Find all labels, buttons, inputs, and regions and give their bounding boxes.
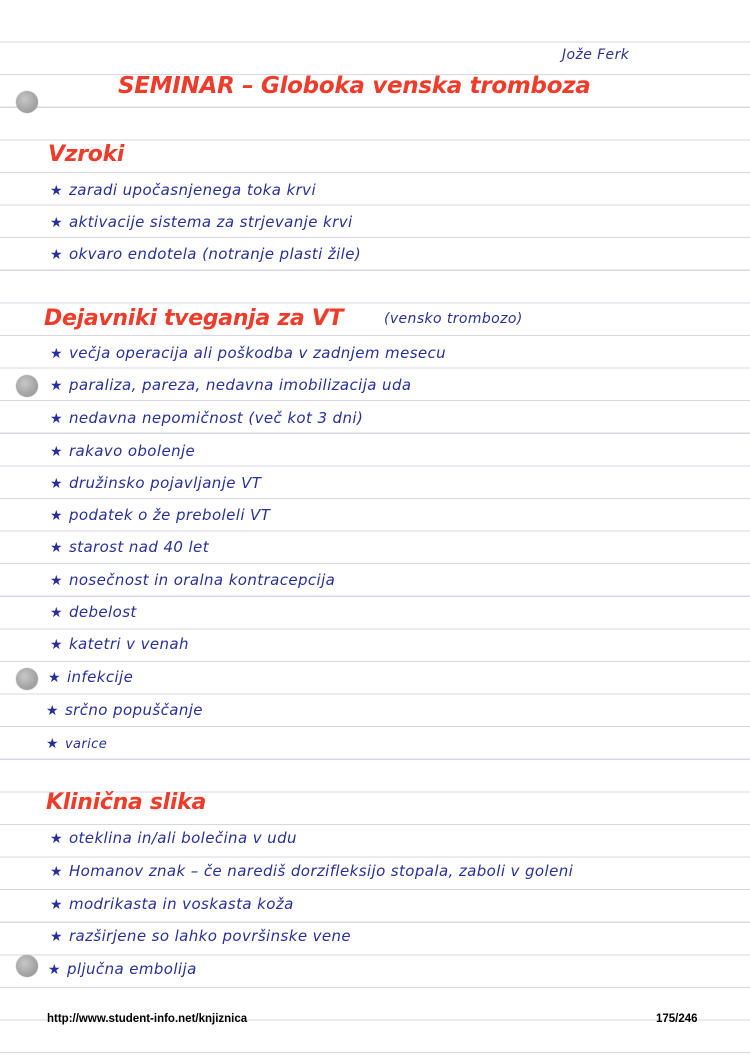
list-item: ★ razširjene so lahko površinske vene [50,927,352,945]
punch-hole [16,668,38,690]
punch-hole [16,91,38,113]
star-bullet-icon: ★ [50,378,63,394]
star-bullet-icon: ★ [50,573,63,589]
star-bullet-icon: ★ [50,864,63,880]
star-bullet-icon: ★ [50,831,63,847]
list-item: ★ Homanov znak – če narediš dorzifleksijo stopala, zaboli v goleni [50,862,574,880]
page-title: SEMINAR – Globoka venska tromboza [118,73,591,99]
list-item: ★ večja operacija ali poškodba v zadnjem mesecu [50,344,447,362]
list-item: ★ katetri v venah [50,635,189,653]
star-bullet-icon: ★ [50,411,63,427]
section-heading-causes: Vzroki [48,142,125,167]
list-item: ★ družinsko pojavljanje VT [50,474,262,492]
star-bullet-icon: ★ [50,183,63,199]
star-bullet-icon: ★ [50,444,63,460]
list-item: ★ starost nad 40 let [50,538,209,556]
star-bullet-icon: ★ [50,476,63,492]
list-item: ★ nosečnost in oralna kontracepcija [50,571,336,589]
footer-url: http://www.student-info.net/knjiznica [47,1013,248,1025]
list-item: ★ oteklina in/ali bolečina v udu [50,829,297,847]
punch-hole [16,955,38,977]
star-bullet-icon: ★ [46,703,59,719]
star-bullet-icon: ★ [50,637,63,653]
list-item: ★ varice [46,736,108,752]
list-item: ★ debelost [50,603,137,621]
section-heading-clinical-picture: Klinična slika [46,790,206,815]
list-item: ★ rakavo obolenje [50,442,196,460]
star-bullet-icon: ★ [50,346,63,362]
list-item: ★ nedavna nepomičnost (več kot 3 dni) [50,409,364,427]
star-bullet-icon: ★ [48,670,61,686]
star-bullet-icon: ★ [50,605,63,621]
punch-hole [16,375,38,397]
section-heading-note: (vensko trombozo) [384,311,523,327]
list-item: ★ modrikasta in voskasta koža [50,895,294,913]
list-item: ★ aktivacije sistema za strjevanje krvi [50,213,353,231]
star-bullet-icon: ★ [48,962,61,978]
list-item: ★ zaradi upočasnjenega toka krvi [50,181,317,199]
list-item: ★ pljučna embolija [48,960,197,978]
list-item: ★ podatek o že preboleli VT [50,506,271,524]
page-number: 175/246 [656,1013,698,1025]
star-bullet-icon: ★ [50,247,63,263]
star-bullet-icon: ★ [46,736,59,752]
star-bullet-icon: ★ [50,508,63,524]
author-name: Jože Ferk [562,47,630,63]
section-heading-risk-factors: Dejavniki tveganja za VT [44,306,344,331]
star-bullet-icon: ★ [50,215,63,231]
list-item: ★ infekcije [48,668,134,686]
star-bullet-icon: ★ [50,540,63,556]
list-item: ★ okvaro endotela (notranje plasti žile) [50,245,362,263]
star-bullet-icon: ★ [50,929,63,945]
star-bullet-icon: ★ [50,897,63,913]
list-item: ★ srčno popuščanje [46,701,203,719]
list-item: ★ paraliza, pareza, nedavna imobilizacija uda [50,376,412,394]
